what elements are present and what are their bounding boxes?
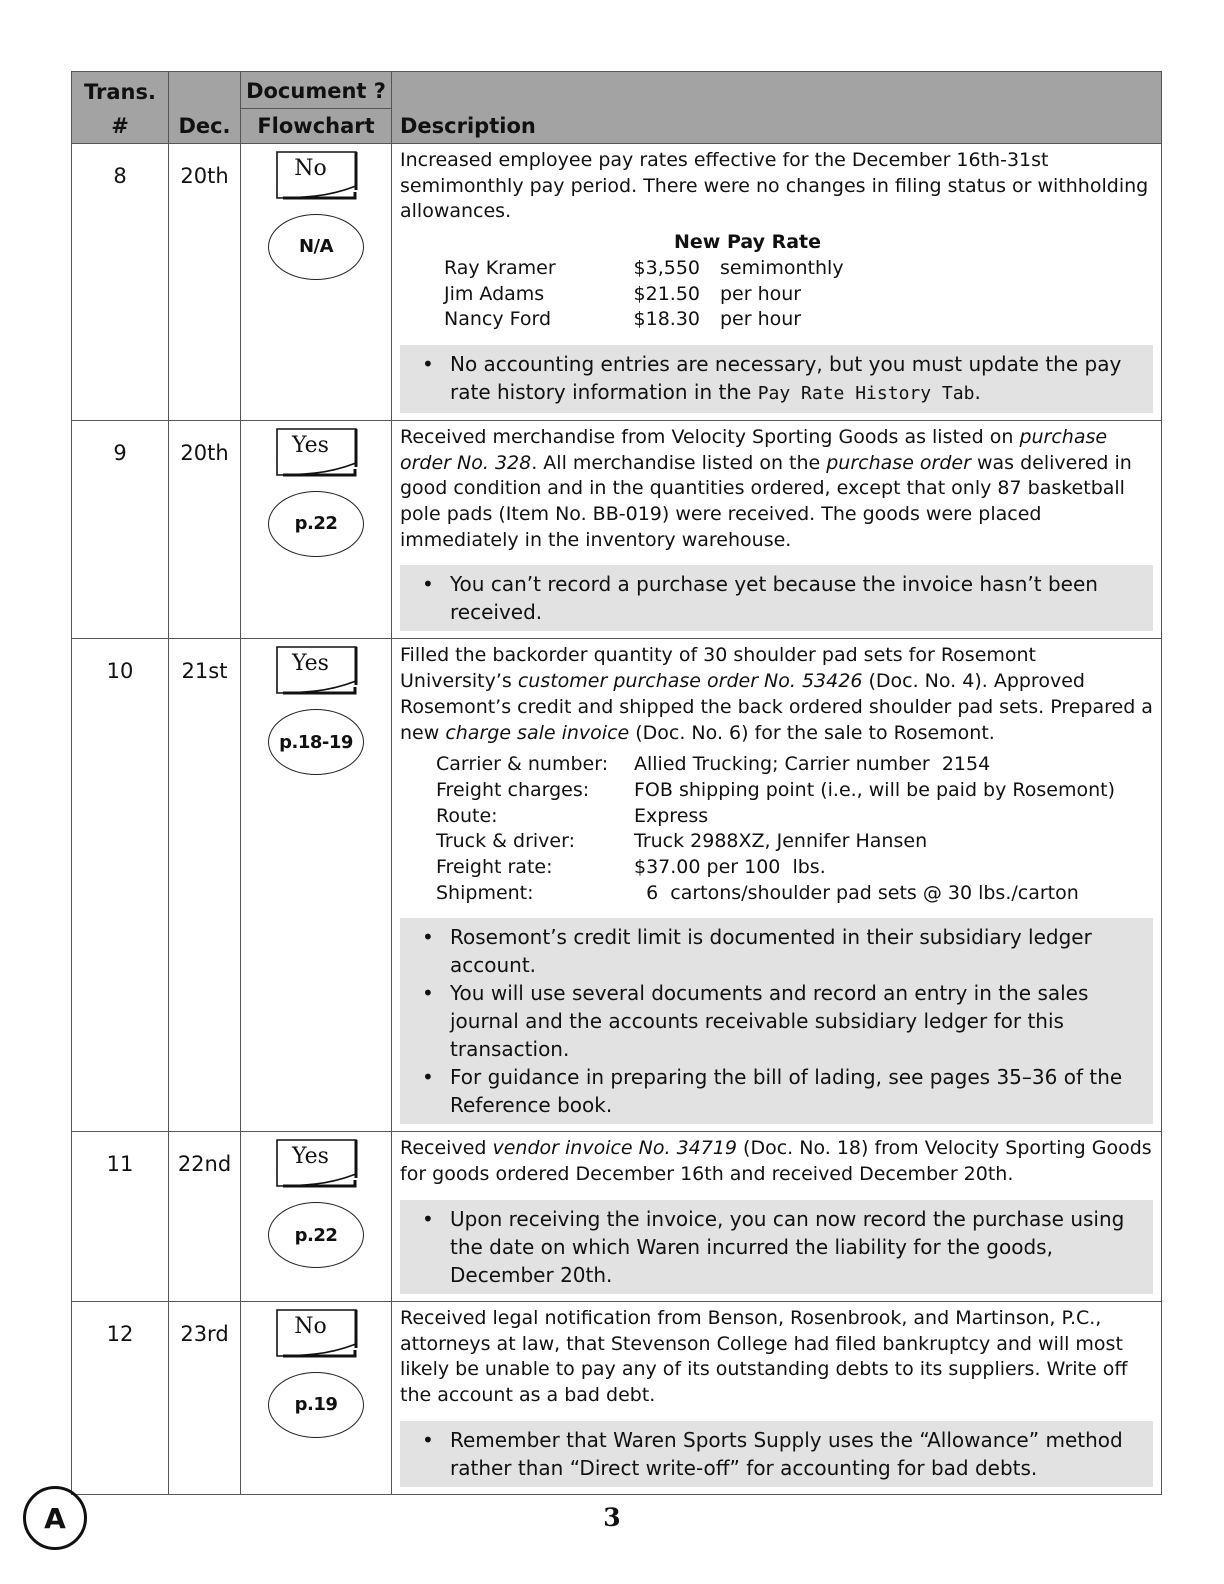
description-fragment: Received legal notification from Benson, Rosenbrook, and Martinson, P.C., attorneys at law, that Stevenson College had filed bankruptcy and will most likely be unable to pay any of its outstanding debts to its suppliers. Write off the account as a bad debt.	[400, 1306, 1128, 1406]
instruction-text: Remember that Waren Sports Supply uses the “Allowance” method rather than “Direct write-off” for accounting for bad debts.	[450, 1427, 1123, 1480]
table-header-row	[72, 72, 1162, 144]
description-fragment: Filled the backorder quantity of 30 shoulder pad sets for Rosemont University’s	[400, 644, 1037, 693]
shipping-label: Route:	[436, 804, 498, 827]
description-cell	[392, 1301, 1162, 1494]
pay-amount: $18.30	[633, 308, 700, 331]
flowchart-cell	[241, 639, 392, 1132]
employee-name: Jim Adams	[444, 282, 545, 305]
instruction-item	[422, 923, 1145, 979]
document-flowchart-symbol	[275, 1138, 358, 1188]
shipping-row	[436, 855, 1153, 881]
shipping-value: FOB shipping point (i.e., will be paid by Rosemont)	[634, 778, 1115, 801]
shipping-label: Truck & driver:	[436, 830, 575, 853]
instruction-item	[422, 350, 1145, 408]
pay-rate-row	[444, 256, 1153, 282]
tab-name: Pay Rate History Tab	[757, 382, 975, 404]
description-emphasis: purchase order	[826, 451, 971, 474]
transactions-table	[71, 71, 1162, 1495]
table-row	[72, 420, 1162, 639]
page-number: 3	[603, 1503, 621, 1532]
shipping-label: Freight rate:	[436, 856, 553, 879]
header-trans-number-label: #	[111, 114, 129, 138]
description-text	[400, 148, 1153, 225]
transaction-date: 22nd	[169, 1132, 241, 1301]
instruction-text: .	[974, 379, 981, 404]
instruction-note	[400, 1200, 1153, 1294]
pay-basis: semimonthly	[720, 256, 844, 279]
header-document-label: Document ?	[240, 74, 392, 109]
pay-amount: $3,550	[633, 256, 700, 279]
pay-rate-table	[444, 230, 1153, 333]
document-answer: No	[294, 1313, 327, 1339]
description-fragment: Received merchandise from Velocity Sporting Goods as listed on	[400, 425, 1020, 448]
section-badge: A	[23, 1486, 87, 1550]
pay-basis: per hour	[720, 308, 802, 331]
description-cell	[392, 1132, 1162, 1301]
instruction-text: Upon receiving the invoice, you can now record the purchase using the date on which Waren incurred the liability for the goods, December 20th.	[450, 1206, 1125, 1287]
pay-amount: $21.50	[633, 282, 700, 305]
table-row	[72, 1301, 1162, 1494]
shipping-row	[436, 804, 1153, 830]
description-fragment: Increased employee pay rates effective for the December 16th-31st semimonthly pay period. There were no changes in filing status or withholding allowances.	[400, 149, 1149, 223]
description-fragment: (Doc. No. 4). Approved Rosemont’s credit and shipped the back ordered shoulder pad sets. Prepared a new	[400, 670, 1153, 744]
header-dec: Dec.	[169, 72, 241, 144]
header-flowchart-label: Flowchart	[257, 114, 375, 138]
transaction-date: 20th	[169, 144, 241, 421]
instruction-item	[422, 1426, 1145, 1482]
flowchart-cell	[241, 1301, 392, 1494]
pay-rate-heading: New Pay Rate	[674, 231, 822, 254]
shipping-label: Freight charges:	[436, 778, 590, 801]
instruction-note	[400, 1421, 1153, 1487]
shipping-row	[436, 778, 1153, 804]
description-text	[400, 643, 1153, 746]
header-description: Description	[392, 72, 1162, 144]
description-fragment: . All merchandise listed on the	[531, 451, 827, 474]
description-fragment: Received	[400, 1137, 493, 1160]
pay-basis: per hour	[720, 282, 802, 305]
transaction-date: 20th	[169, 420, 241, 639]
transaction-number: 9	[72, 420, 169, 639]
description-cell	[392, 144, 1162, 421]
description-cell	[392, 639, 1162, 1132]
flowchart-page-reference: p.19	[268, 1372, 364, 1438]
header-trans-label: Trans.	[84, 80, 156, 104]
document-flowchart-symbol	[275, 427, 358, 477]
flowchart-cell	[241, 144, 392, 421]
employee-name: Nancy Ford	[444, 308, 552, 331]
pay-rate-row	[444, 282, 1153, 308]
document-answer: Yes	[292, 1144, 329, 1170]
shipping-value: 6 cartons/shoulder pad sets @ 30 lbs./carton	[634, 881, 1079, 904]
description-cell	[392, 420, 1162, 639]
instruction-list	[422, 1205, 1145, 1289]
shipping-row	[436, 881, 1153, 907]
table-row	[72, 639, 1162, 1132]
shipping-value: Express	[634, 804, 709, 827]
description-fragment: (Doc. No. 18) from Velocity Sporting Goods for goods ordered December 16th and received December 20th.	[400, 1137, 1152, 1186]
description-text	[400, 425, 1153, 554]
instruction-note	[400, 345, 1153, 413]
instruction-list	[422, 570, 1145, 626]
document-flowchart-symbol	[275, 645, 358, 695]
flowchart-page-reference: N/A	[268, 214, 364, 280]
instruction-text: No accounting entries are necessary, but you must update the pay rate history information in the	[450, 351, 1122, 404]
description-text	[400, 1136, 1153, 1187]
document-answer: Yes	[292, 651, 329, 677]
instruction-note	[400, 565, 1153, 631]
description-emphasis: vendor invoice No. 34719	[492, 1137, 738, 1160]
description-text	[400, 1306, 1153, 1409]
flowchart-page-reference: p.22	[268, 491, 364, 557]
header-trans	[72, 72, 169, 144]
shipping-label: Shipment:	[436, 881, 534, 904]
shipping-row	[436, 752, 1153, 778]
pay-rate-row	[444, 307, 1153, 333]
instruction-list	[422, 350, 1145, 408]
table-row	[72, 144, 1162, 421]
instruction-list	[422, 1426, 1145, 1482]
document-flowchart-symbol	[275, 1308, 358, 1358]
flowchart-page-reference: p.22	[268, 1202, 364, 1268]
transaction-number: 10	[72, 639, 169, 1132]
transaction-number: 11	[72, 1132, 169, 1301]
description-fragment: (Doc. No. 6) for the sale to Rosemont.	[629, 721, 995, 744]
transaction-date: 23rd	[169, 1301, 241, 1494]
description-emphasis: customer purchase order No. 53426	[517, 670, 863, 693]
instruction-text: Rosemont’s credit limit is documented in their subsidiary ledger account.	[450, 925, 1092, 978]
instruction-text: For guidance in preparing the bill of lading, see pages 35–36 of the Reference book.	[450, 1065, 1123, 1118]
employee-name: Ray Kramer	[444, 256, 556, 279]
transaction-date: 21st	[169, 639, 241, 1132]
instruction-item	[422, 570, 1145, 626]
description-emphasis: charge sale invoice	[445, 721, 630, 744]
flowchart-cell	[241, 1132, 392, 1301]
instruction-item	[422, 1205, 1145, 1289]
shipping-label: Carrier & number:	[436, 753, 609, 776]
table-row	[72, 1132, 1162, 1301]
header-flowchart	[241, 72, 392, 144]
shipping-value: Truck 2988XZ, Jennifer Hansen	[634, 830, 928, 853]
document-flowchart-symbol	[275, 150, 358, 200]
flowchart-page-reference: p.18-19	[268, 709, 364, 775]
flowchart-cell	[241, 420, 392, 639]
transaction-number: 12	[72, 1301, 169, 1494]
instruction-note	[400, 918, 1153, 1124]
document-answer: No	[294, 156, 327, 181]
transaction-number: 8	[72, 144, 169, 421]
shipping-value: Allied Trucking; Carrier number 2154	[634, 753, 991, 776]
instruction-item	[422, 1063, 1145, 1119]
description-emphasis: purchase order No. 328	[400, 425, 1108, 474]
instruction-list	[422, 923, 1145, 1119]
document-answer: Yes	[292, 432, 329, 458]
shipping-details	[436, 752, 1153, 906]
instruction-text: You can’t record a purchase yet because the invoice hasn’t been received.	[450, 572, 1098, 625]
description-fragment: was delivered in good condition and in the quantities ordered, except that only 87 basketball pole pads (Item No. BB-019) were received. The goods were placed immediately in the inventory warehouse.	[400, 451, 1132, 551]
instruction-text: You will use several documents and record an entry in the sales journal and the accounts receivable subsidiary ledger for this transaction.	[450, 981, 1089, 1062]
shipping-row	[436, 829, 1153, 855]
instruction-item	[422, 979, 1145, 1063]
shipping-value: $37.00 per 100 lbs.	[634, 856, 826, 879]
